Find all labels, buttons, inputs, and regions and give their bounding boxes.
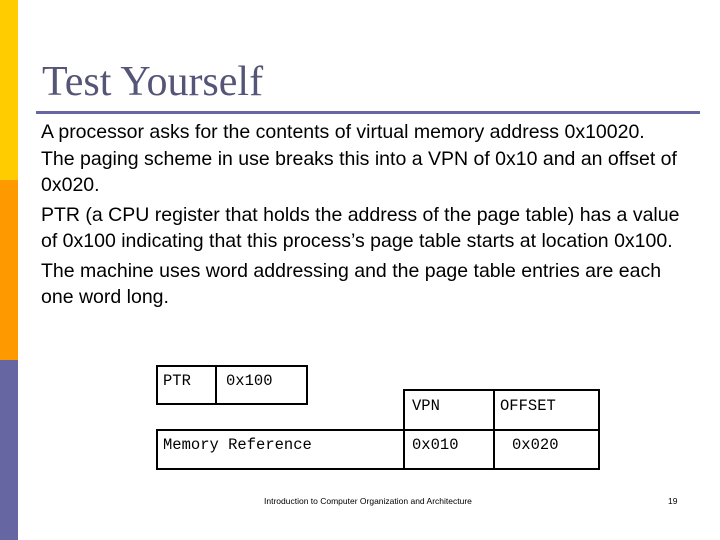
paragraph-address: A processor asks for the contents of virtual memory address 0x10020. The paging scheme in use breaks this into a VPN of 0x10 and an offset of 0x020. [41,121,677,196]
ptr-label: PTR [163,372,191,390]
slide-body [41,119,681,314]
page-number: 19 [668,496,678,506]
accent-bar-yellow [0,0,18,180]
ptr-value: 0x100 [226,372,273,390]
accent-bar-orange [0,180,18,360]
paragraph-ptr: PTR (a CPU register that holds the address of the page table) has a value of 0x100 indicating that this process’s page table starts at location 0x100. [41,203,680,252]
title-underline [36,111,700,114]
vpn-value: 0x010 [412,436,459,454]
slide-title: Test Yourself [42,59,264,105]
offset-header: OFFSET [500,397,556,415]
accent-bar-purple [0,360,18,540]
offset-value: 0x020 [512,436,559,454]
memory-reference-label: Memory Reference [163,436,312,454]
vpn-header: VPN [412,397,440,415]
paragraph-addressing: The machine uses word addressing and the page table entries are each one word long. [41,259,662,308]
footer-text: Introduction to Computer Organization and Architecture [264,496,472,506]
